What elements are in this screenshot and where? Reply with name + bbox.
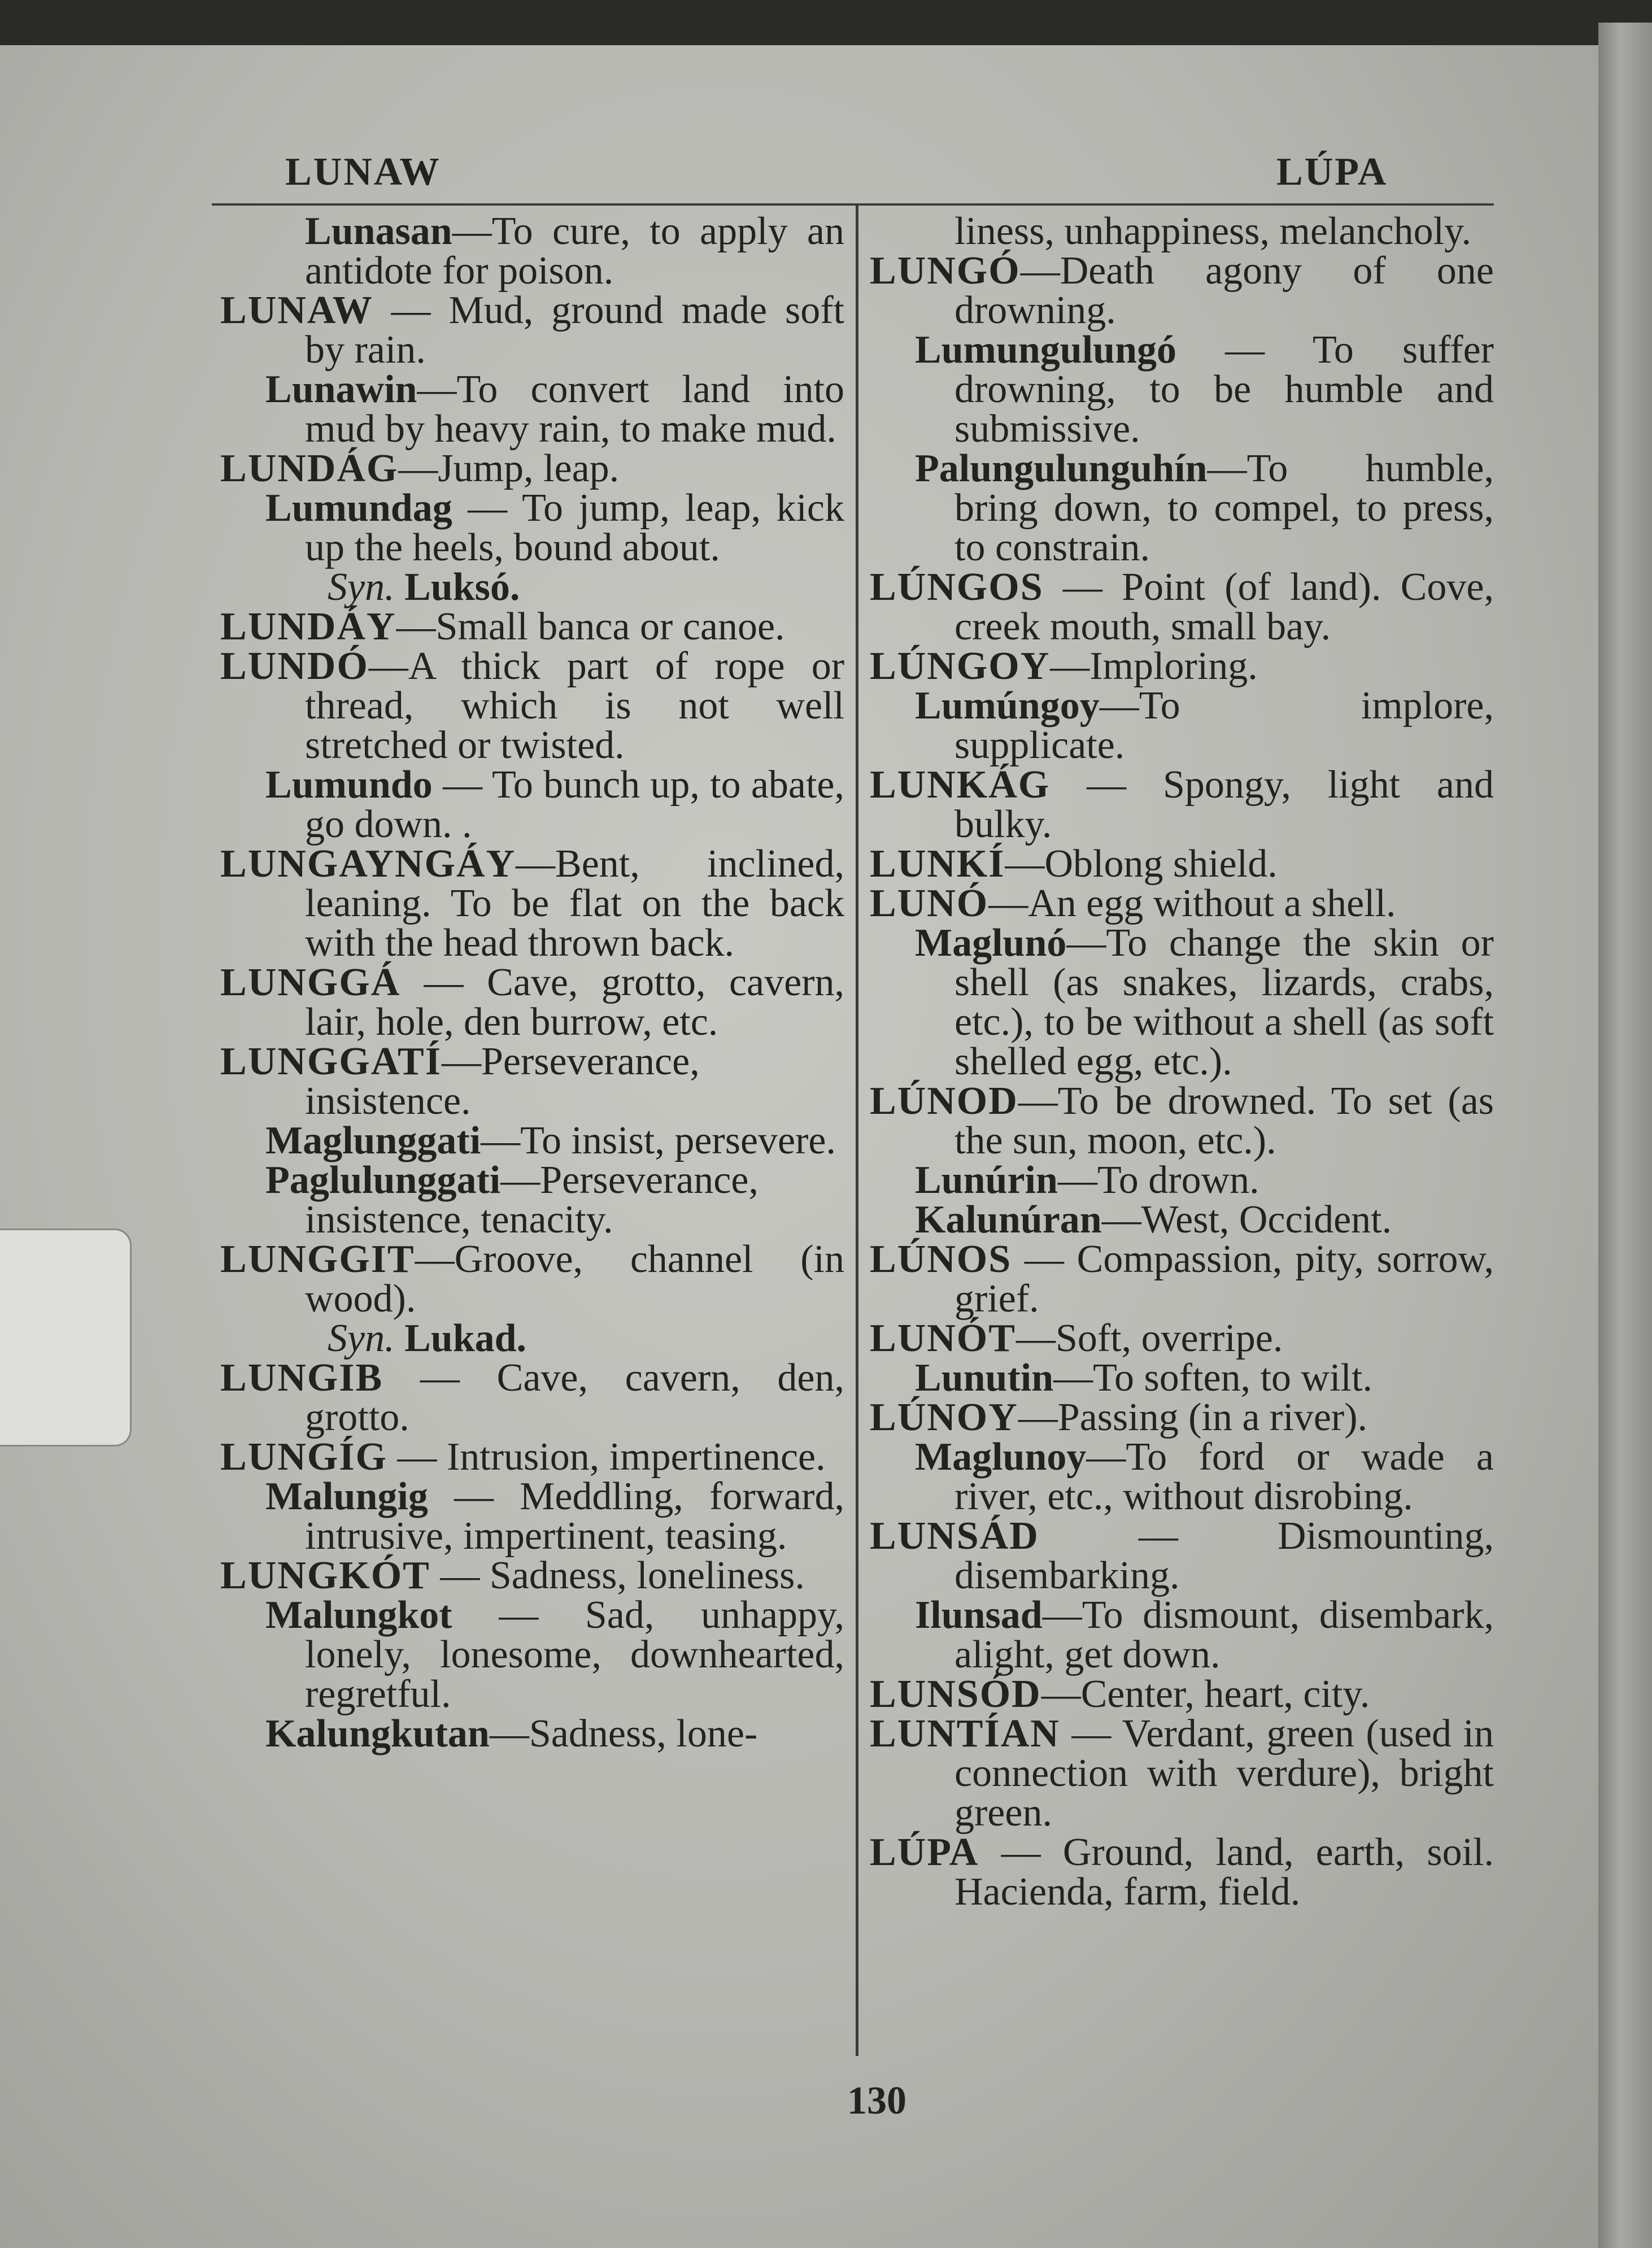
definition-text: — To jump, leap, kick up the heels, bound about. <box>305 486 844 569</box>
definition-text: —Passing (in a river). <box>1018 1396 1368 1439</box>
definition-text: —Imploring. <box>1050 644 1258 688</box>
definition-text: — Compassion, pity, sorrow, grief. <box>954 1238 1494 1321</box>
dictionary-entry <box>220 844 844 963</box>
subentry-word: Maglunoy <box>915 1435 1087 1479</box>
headword: LUNGAYNGÁY <box>220 842 516 886</box>
subentry-word: Lumúngoy <box>915 684 1100 727</box>
definition-text: —Bent, inclined, leaning. To be flat on the back with the head thrown back. <box>305 842 844 965</box>
definition-text: — Meddling, forward, intrusive, impertinent, teasing. <box>305 1475 844 1558</box>
running-header-left: LUNAW <box>285 150 441 194</box>
dictionary-entry <box>870 1158 1494 1202</box>
subentry-word: Maglunggati <box>265 1119 481 1162</box>
dictionary-entry <box>220 1593 844 1716</box>
dictionary-entry <box>220 1121 844 1161</box>
subentry-word: Paglulunggati <box>265 1158 501 1202</box>
synonym-word: Lukad. <box>394 1317 527 1360</box>
dictionary-entry <box>870 565 1494 648</box>
definition-text: —West, Occident. <box>1101 1198 1392 1241</box>
dictionary-entry <box>220 449 844 489</box>
headword: LUNKÍ <box>870 842 1005 886</box>
definition-text: —To humble, bring down, to compel, to press, to constrain. <box>954 447 1494 569</box>
subentry-word: Malungig <box>265 1475 428 1518</box>
definition-text: —Jump, leap. <box>398 447 620 490</box>
headword: LÚNOS <box>870 1238 1012 1281</box>
synonym-line <box>220 565 844 609</box>
header-rule <box>212 203 1494 206</box>
definition-text: —Center, heart, city. <box>1041 1672 1370 1716</box>
dictionary-entry <box>220 1240 844 1319</box>
headword: LUNSÁD <box>870 1514 1039 1558</box>
right-column <box>870 212 1494 1912</box>
dictionary-entry <box>870 1319 1494 1358</box>
dictionary-entry <box>870 1672 1494 1716</box>
definition-text: —Soft, overripe. <box>1015 1317 1283 1360</box>
subentry-word: Lunawin <box>265 368 417 411</box>
left-column <box>220 212 844 1754</box>
dictionary-entry <box>870 449 1494 568</box>
dictionary-entry <box>870 1437 1494 1517</box>
headword: LUNÓ <box>870 882 989 925</box>
headword: LUNDÓ <box>220 644 369 688</box>
headword: LUNGKÓT <box>220 1554 430 1597</box>
dictionary-entry <box>870 1240 1494 1319</box>
headword: LUNGGATÍ <box>220 1040 442 1083</box>
headword: LÚNGOY <box>870 644 1051 688</box>
headword: LUNGÓ <box>870 249 1021 293</box>
definition-text: —Perseverance, insistence. <box>305 1040 700 1123</box>
synonym-line <box>220 1319 844 1358</box>
dictionary-entry <box>870 1833 1494 1912</box>
dictionary-entry <box>220 1042 844 1121</box>
definition-text: — Mud, ground made soft by rain. <box>305 289 844 372</box>
dictionary-entry <box>870 1200 1494 1240</box>
subentry-word: Lumungulungó <box>915 328 1177 372</box>
dictionary-entry <box>220 1477 844 1556</box>
subentry-word: Lumundag <box>265 486 452 530</box>
definition-text: —Oblong shield. <box>1005 842 1278 886</box>
page-number: 130 <box>847 2079 906 2123</box>
subentry-word: Lunutin <box>915 1356 1054 1400</box>
subentry-word: Lunasan <box>305 210 452 253</box>
dictionary-entry <box>220 1556 844 1596</box>
definition-text: —To convert land into mud by heavy rain, to make mud. <box>305 368 844 451</box>
dictionary-entry <box>870 1079 1494 1162</box>
headword: LUNSÓD <box>870 1672 1041 1716</box>
headword: LUNTÍAN <box>870 1712 1060 1755</box>
definition-text: —Groove, channel (in wood). <box>305 1238 844 1321</box>
definition-text: —To ford or wade a river, etc., without disrobing. <box>954 1435 1494 1518</box>
dictionary-entry <box>870 765 1494 844</box>
dictionary-entry <box>870 1593 1494 1676</box>
dictionary-entry <box>220 486 844 569</box>
definition-text: — Ground, land, earth, soil. Hacienda, farm, field. <box>954 1831 1494 1914</box>
headword: LÚNOD <box>870 1079 1018 1123</box>
definition-text: — Cave, cavern, den, grotto. <box>305 1356 844 1439</box>
dictionary-entry <box>220 370 844 449</box>
dictionary-entry <box>870 923 1494 1082</box>
subentry-word: Kalunúran <box>915 1198 1102 1241</box>
dictionary-entry <box>220 644 844 767</box>
definition-text: —To drown. <box>1057 1158 1259 1202</box>
dictionary-entry <box>220 607 844 647</box>
headword: LUNKÁG <box>870 763 1051 807</box>
dictionary-entry <box>870 1398 1494 1437</box>
definition-text: —Perseverance, insistence, tenacity. <box>305 1158 759 1241</box>
dictionary-entry <box>870 1358 1494 1398</box>
dictionary-entry <box>870 844 1494 884</box>
definition-text: — To suffer drowning, to be humble and submissive. <box>954 328 1494 451</box>
dictionary-entry <box>220 963 844 1042</box>
dictionary-entry <box>220 212 844 291</box>
definition-text: —A thick part of rope or thread, which is not well stretched or twisted. <box>305 644 844 767</box>
book-spine-edge <box>1598 23 1652 2248</box>
definition-text: — Cave, grotto, cavern, lair, hole, den burrow, etc. <box>305 961 844 1044</box>
dictionary-entry <box>870 212 1494 251</box>
headword: LUNGIB <box>220 1356 383 1400</box>
definition-text: —To dismount, disembark, alight, get down. <box>954 1593 1494 1676</box>
dictionary-entry <box>220 1158 844 1241</box>
definition-text: —To change the skin or shell (as snakes, lizards, crabs, etc.), to be without a shell (as soft shelled egg, etc.). <box>954 921 1494 1083</box>
dictionary-entry <box>220 1714 844 1754</box>
headword: LUNGGÁ <box>220 961 401 1004</box>
dictionary-entry <box>870 644 1494 688</box>
definition-text: — Verdant, green (used in connection with verdure), bright green. <box>954 1712 1494 1835</box>
dictionary-entry <box>870 251 1494 330</box>
synonym-label: Syn. <box>328 1317 395 1360</box>
dictionary-entry <box>870 1514 1494 1597</box>
subentry-word: Malungkot <box>265 1593 452 1637</box>
synonym-label: Syn. <box>328 565 395 609</box>
headword: LUNGGIT <box>220 1238 415 1281</box>
definition-text: —Sadness, lone- <box>489 1712 758 1755</box>
bookmark-tab <box>0 1228 132 1447</box>
definition-text: — Sad, unhappy, lonely, lonesome, downhearted, regretful. <box>305 1593 844 1716</box>
subentry-word: Lumundo <box>265 763 433 807</box>
headword: LÚPA <box>870 1831 979 1874</box>
definition-text: —Death agony of one drowning. <box>954 249 1494 332</box>
definition-text: —To insist, persevere. <box>481 1119 836 1162</box>
definition-text: liness, unhappiness, melancholy. <box>954 210 1472 253</box>
headword: LUNAW <box>220 289 373 332</box>
dictionary-entry <box>220 1437 844 1477</box>
definition-text: —An egg without a shell. <box>988 882 1396 925</box>
dictionary-entry <box>220 1358 844 1437</box>
subentry-word: Kalungkutan <box>265 1712 490 1755</box>
definition-text: — Intrusion, impertinence. <box>387 1435 826 1479</box>
definition-text: — To bunch up, to abate, go down. . <box>305 763 844 846</box>
definition-text: —To implore, supplicate. <box>954 684 1494 767</box>
headword: LUNDÁY <box>220 605 396 648</box>
subentry-word: Maglunó <box>915 921 1067 965</box>
subentry-word: Ilunsad <box>915 1593 1043 1637</box>
dictionary-entry <box>220 291 844 370</box>
dictionary-entry <box>870 330 1494 449</box>
dictionary-entry <box>870 1714 1494 1833</box>
definition-text: — Spongy, light and bulky. <box>954 763 1494 846</box>
headword: LUNÓT <box>870 1317 1016 1360</box>
running-header-right: LÚPA <box>1276 150 1388 194</box>
definition-text: —To cure, to apply an antidote for poison. <box>305 210 844 293</box>
dictionary-entry <box>220 765 844 844</box>
headword: LUNGÍG <box>220 1435 387 1479</box>
subentry-word: Palungulunguhín <box>915 447 1208 490</box>
definition-text: —Small banca or canoe. <box>396 605 785 648</box>
definition-text: —To soften, to wilt. <box>1053 1356 1372 1400</box>
definition-text: — Dismounting, disembarking. <box>954 1514 1494 1597</box>
dictionary-entry <box>870 884 1494 923</box>
column-divider <box>856 203 858 2056</box>
headword: LÚNOY <box>870 1396 1018 1439</box>
definition-text: —To be drowned. To set (as the sun, moon, etc.). <box>954 1079 1494 1162</box>
synonym-word: Luksó. <box>394 565 520 609</box>
definition-text: — Sadness, loneliness. <box>430 1554 805 1597</box>
headword: LÚNGOS <box>870 565 1044 609</box>
subentry-word: Lunúrin <box>915 1158 1058 1202</box>
definition-text: — Point (of land). Cove, creek mouth, small bay. <box>954 565 1494 648</box>
dictionary-entry <box>870 686 1494 765</box>
headword: LUNDÁG <box>220 447 399 490</box>
